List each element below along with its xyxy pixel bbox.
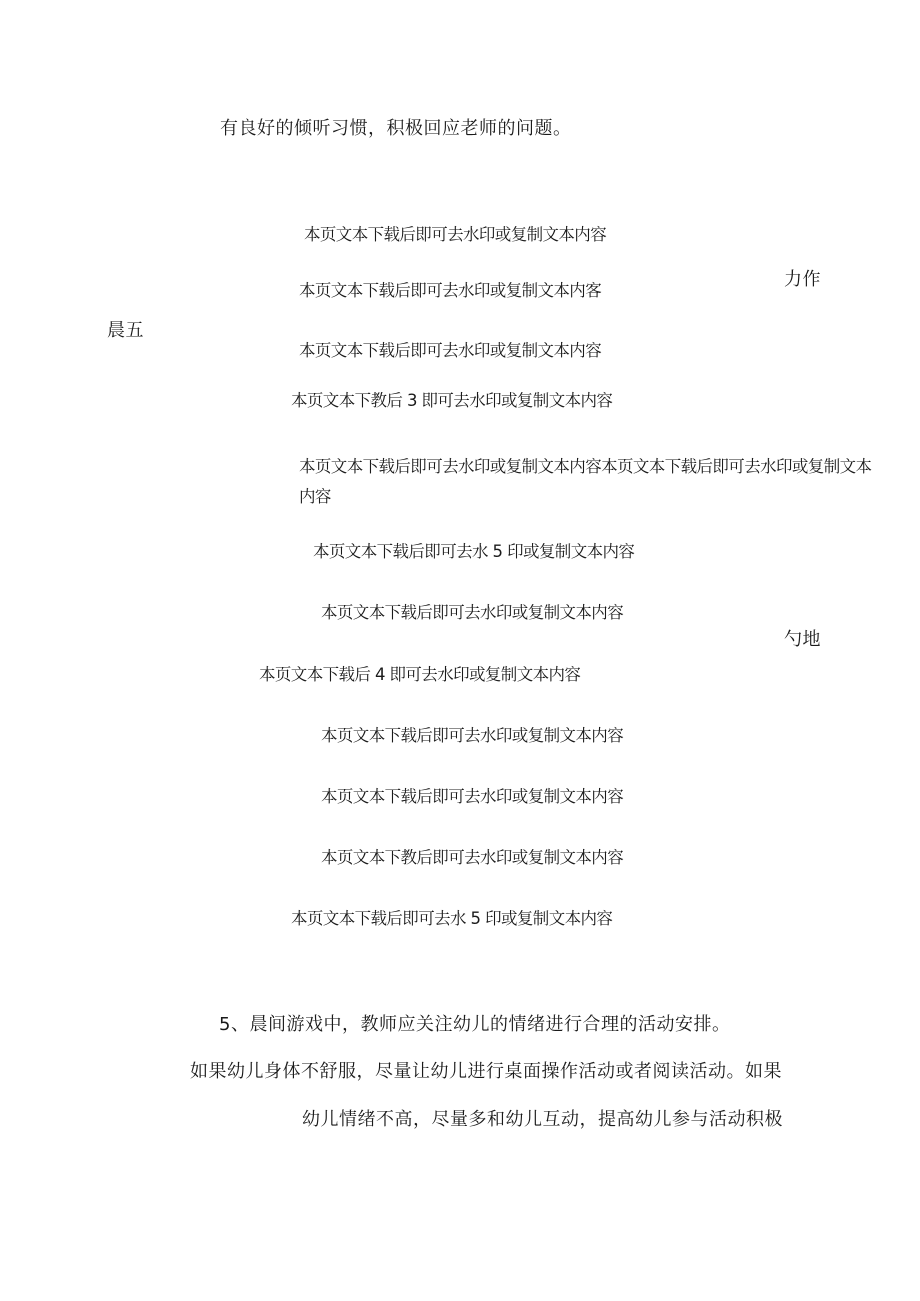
watermark-line: 本页文本下载后即可去水印或复制文本内容 xyxy=(299,341,602,360)
watermark-line: 本页文本下载后即可去水印或复制文本内容本页文本下载后即可去水印或复制文本内容 xyxy=(299,457,872,506)
intro-line: 有良好的倾听习惯，积极回应老师的问题。 xyxy=(220,118,572,139)
section-5-line-2: 幼儿情绪不高，尽量多和幼儿互动，提高幼儿参与活动积极 xyxy=(302,1109,783,1130)
margin-text-right: 勺地 xyxy=(784,629,821,650)
watermark-line: 本页文本下教后即可去水印或复制文本内容 xyxy=(321,848,624,867)
margin-text-right: 力作 xyxy=(784,269,821,290)
section-heading-text: 、晨间游戏中，教师应关注幼儿的情绪进行合理的活动安排。 xyxy=(230,1014,731,1035)
section-5-heading xyxy=(219,1010,730,1040)
margin-text-left: 晨五 xyxy=(107,320,144,341)
watermark-line: 本页文本下载后即可去水印或复制文本内容 xyxy=(304,225,607,244)
section-number: 5 xyxy=(219,1014,231,1035)
watermark-line: 本页文本下载后即可去水 5 印或复制文本内容 xyxy=(313,542,635,561)
watermark-line: 本页文本下载后即可去水印或复制文本内客 xyxy=(299,281,602,300)
watermark-line: 本页文本下载后即可去水印或复制文本内容 xyxy=(321,787,624,806)
watermark-line: 本页文本下载后即可去水印或复制文本内容 xyxy=(321,603,624,622)
watermark-line: 本页文本下载后 4 即可去水印或复制文本内容 xyxy=(259,665,581,684)
section-5-line-1: 如果幼儿身体不舒服，尽量让幼儿进行桌面操作活动或者阅读活动。如果 xyxy=(190,1061,782,1082)
watermark-line: 本页文本下载后即可去水印或复制文本内容 xyxy=(321,726,624,745)
watermark-line: 本页文本下载后即可去水 5 印或复制文本内容 xyxy=(291,909,613,928)
watermark-line: 本页文本下教后 3 即可去水印或复制文本内容 xyxy=(291,391,613,410)
